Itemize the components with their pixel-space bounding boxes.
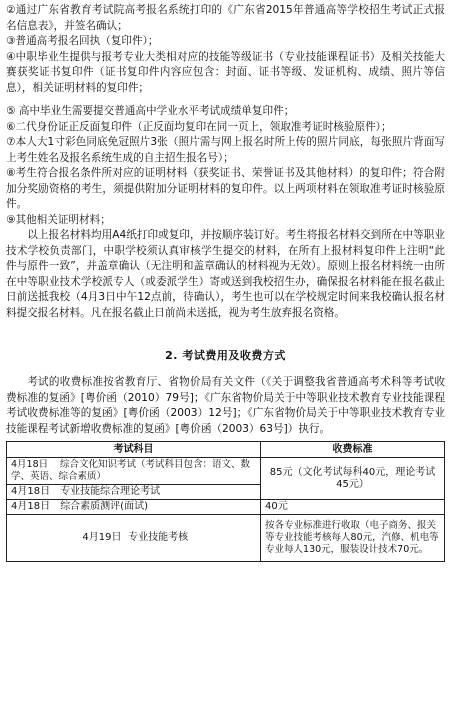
- requirements-list-mid: [6, 104, 445, 321]
- exam-date: 4月18日: [11, 459, 49, 470]
- fee-table-header-row: [7, 442, 445, 458]
- subject-cell: [7, 515, 261, 562]
- requirement-item-4: ④中职毕业生提供与报考专业大类相对应的技能等级证书（专业技能课程证书）及相关技能大赛获奖证书复印件（证书复印件内容应包含：封面、证书等级、发证机构、成绩、照片等信息），相关证明材料的复印件；: [6, 50, 445, 94]
- exam-subject: 专业技能综合理论考试: [60, 486, 161, 497]
- exam-subject: 综合文化知识考试（考试科目包含：语文、数学、英语、综合素质）: [11, 459, 251, 482]
- fee-basis-paragraph: 考试的收费标准按省教育厅、省物价局有关文件（《关于调整我省普通高考术科等考试收费标准的复函》[粤价函（2010）79号]；《广东省物价局关于中等职业技术教育专业技能课程考试收费标准等的复函》[粤价函（2003）12号]；《广东省物价局关于中等职业技术教育专业技能课程考试新增收费标准的复函》[粤价函（2003）63号]）执行。: [6, 376, 445, 435]
- exam-subject: 综合素质测评(面试): [60, 501, 148, 512]
- header-fee: 收费标准: [261, 442, 445, 458]
- table-row: [7, 458, 445, 485]
- requirements-list-top: [6, 3, 445, 96]
- fee-cell: 85元（文化考试每科40元，理论考试45元）: [261, 458, 445, 500]
- exam-date: 4月19日: [82, 532, 122, 543]
- exam-subject: 专业技能考核: [128, 532, 189, 543]
- requirement-item-9: ⑨其他相关证明材料；: [6, 213, 111, 226]
- table-row: [7, 500, 445, 515]
- fee-cell: 40元: [261, 500, 445, 515]
- fee-table: [6, 441, 445, 562]
- subject-cell: [7, 500, 261, 515]
- fee-cell: 按各专业标准进行收取（电子商务、报关等专业技能考核每人80元，汽修、机电等专业每人130元，服装设计技术70元。: [261, 515, 445, 562]
- exam-date: 4月18日: [11, 486, 51, 497]
- requirement-item-2: ②通过广东省教育考试院高考报名系统打印的《广东省2015年普通高等学校招生考试正式报名信息表》，并签名确认；: [6, 4, 445, 32]
- requirement-item-5: ⑤ 高中毕业生需要提交普通高中学业水平考试成绩单复印件；: [6, 105, 295, 117]
- requirement-item-7: ⑦本人大1寸彩色同底免冠照片3张（照片需与网上报名时所上传的照片同底，每张照片背面写上考生姓名及报名系统生成的自主招生报名号）；: [6, 136, 445, 164]
- section-title: 2. 考试费用及收费方式: [165, 349, 286, 362]
- requirement-item-3: ③普通高考报名回执（复印件）；: [6, 35, 159, 47]
- subject-cell: [7, 458, 261, 485]
- subject-cell: [7, 485, 261, 500]
- requirement-item-8: ⑧考生符合报名条件所对应的证明材料（获奖证书、荣誉证书及其他材料）的复印件；符合附加分奖励资格的考生，须提供附加分证明材料的复印件。以上两项材料在领取准考证时核验原件。: [6, 167, 445, 210]
- header-subject: 考试科目: [7, 442, 261, 458]
- requirement-item-6: ⑥二代身份证正反面复印件（正反面均复印在同一页上，领取准考证时核验原件）；: [6, 120, 392, 133]
- table-row: [7, 515, 445, 562]
- submission-instructions: 以上报名材料均用A4纸打印或复印，并按顺序装订好。考生将报名材料交到所在中等职业技术学校负责部门，中职学校须认真审核学生提交的材料，在所有上报材料复印件上注明“此件与原件一致”，并盖章确认（无注明和盖章确认的材料视为无效）。原则上报名材料统一由所在中等职业技术学校派专人（或委派学生）寄或送到我校招生办，确保报名材料能在报名截止日前送抵我校（4月3日中午12点前，待确认），考生也可以在学校规定时间来我校确认报名材料提交报名材料。凡在报名截止日前尚未送抵，视为考生放弃报名资格。: [6, 229, 445, 319]
- exam-date: 4月18日: [11, 501, 51, 512]
